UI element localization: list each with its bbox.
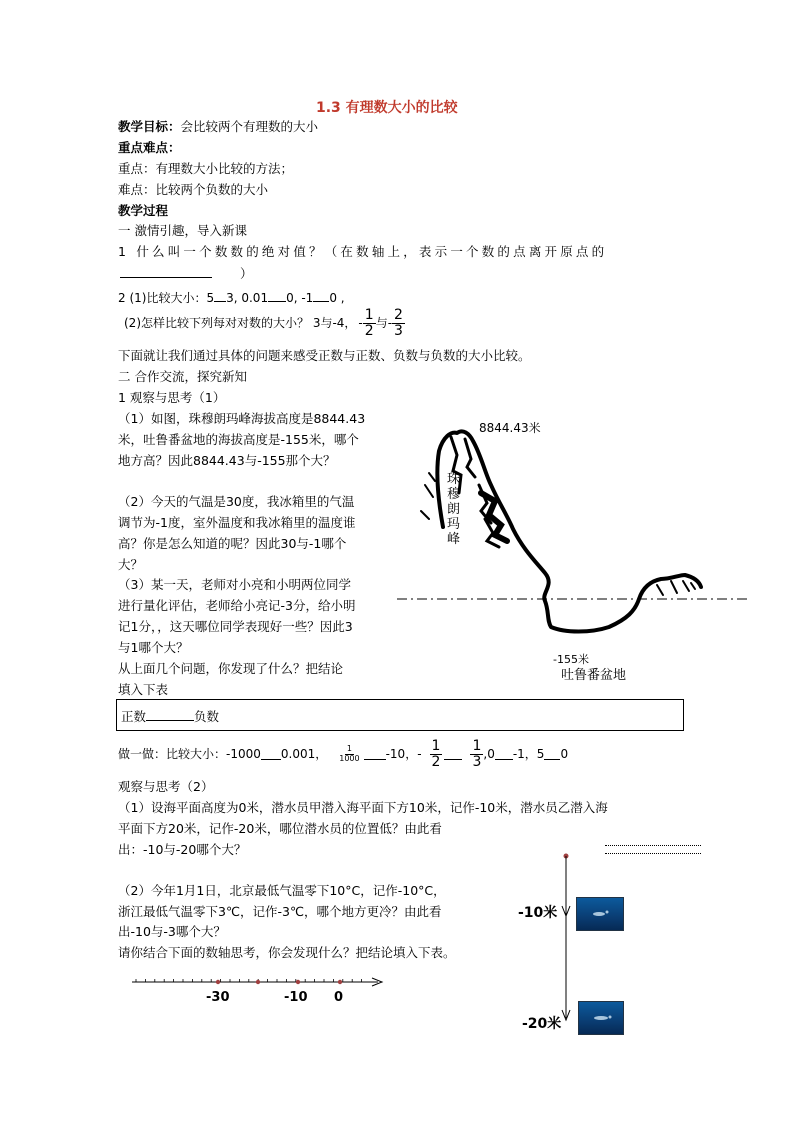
peak-height-label: 8844.43米 <box>479 421 541 435</box>
q2b-with: 与 <box>375 316 388 330</box>
tick-label-zero: 0 <box>334 990 344 1005</box>
fraction-denominator: 3 <box>394 322 403 339</box>
question-one: 1 什么叫一个数数的绝对值？（在数轴上，表示一个数的点离开原点的 <box>118 244 608 259</box>
diver-photo-lower <box>578 1001 624 1035</box>
answer-blank[interactable] <box>261 748 281 760</box>
section-two-heading: 二 合作交流，探究新知 <box>118 369 247 384</box>
discover-line-1: 从上面几个问题，你发现了什么？把结论 <box>118 661 344 676</box>
fraction-one-thousandth <box>337 745 361 763</box>
number-line-point <box>216 980 220 984</box>
answer-blank[interactable] <box>364 748 386 760</box>
conclusion-row <box>121 709 219 724</box>
conclusion-blank[interactable] <box>146 709 194 721</box>
question-two-part-two <box>124 305 405 341</box>
problem-three-line-3: 记1分，，这天哪位同学表现好一些？因此3 <box>118 619 353 634</box>
difficult-point: 难点：比较两个负数的大小 <box>118 182 269 197</box>
fraction-two-thirds <box>392 308 405 338</box>
tick-label-minus-30: -30 <box>206 990 230 1005</box>
conclusion-negative: 负数 <box>194 709 220 724</box>
answer-blank[interactable] <box>495 748 513 760</box>
teaching-goal <box>118 121 318 134</box>
problem-one-line-2: 米，吐鲁番盆地的海拔高度是-155米，哪个 <box>118 432 359 447</box>
key-point: 重点：有理数大小比较的方法； <box>118 161 294 176</box>
question-one-close: ） <box>240 266 253 281</box>
observe-two-heading: 观察与思考（2） <box>118 779 214 794</box>
answer-blank[interactable] <box>268 290 286 302</box>
problem-two-line-2: 调节为-1度，室外温度和我冰箱里的温度谁 <box>118 515 356 530</box>
key-difficult-label: 重点难点： <box>118 140 181 155</box>
problem-two-line-1: （2）今天的气温是30度，我冰箱里的气温 <box>118 494 355 509</box>
fraction-numerator: 1 <box>431 737 441 754</box>
q2b-minus-one: - <box>358 316 363 330</box>
question-one-answer <box>120 266 253 281</box>
fraction-numerator: 2 <box>394 306 403 323</box>
temperature-problem-line-3: 出-10与-3哪个大？ <box>118 924 226 939</box>
basin-height-label: -155米 <box>553 653 589 666</box>
teaching-goal-label: 教学目标： <box>118 119 181 134</box>
page-title: 1.3 有理数大小的比较 <box>316 100 458 116</box>
hill-texture <box>657 581 695 595</box>
diver-problem-line-2: 平面下方20米，记作-20米，哪位潜水员的位置低？由此看 <box>118 821 442 836</box>
answer-blank[interactable] <box>544 748 560 760</box>
answer-blank[interactable] <box>313 290 329 302</box>
practice-line <box>118 736 568 772</box>
conclusion-positive: 正数 <box>121 709 147 724</box>
tick-label-minus-10: -10 <box>284 990 308 1005</box>
answer-blank[interactable] <box>120 266 212 278</box>
answer-blank[interactable] <box>214 290 226 302</box>
conclusion-table <box>116 699 684 731</box>
temperature-problem-line-2: 浙江最低气温零下3℃，记作-3℃，哪个地方更冷？由此看 <box>118 904 442 919</box>
diver-icon <box>579 1002 623 1034</box>
q2-part-c: 0 , <box>329 291 345 305</box>
q2-part-b: 0, -1 <box>286 291 314 305</box>
fraction-denominator: 1000 <box>339 753 360 763</box>
fraction-one-half <box>363 308 376 338</box>
q2-prefix: 2 (1)比较大小：5 <box>118 291 215 305</box>
practice-part-a: 0.001， <box>280 747 328 761</box>
q2b-prefix: (2)怎样比较下列每对对数的大小？ 3与-4， <box>124 316 357 330</box>
problem-three-line-2: 进行量化评估，老师给小亮记-3分，给小明 <box>118 598 356 613</box>
practice-part-b: -10，- <box>385 747 422 761</box>
dotted-line <box>605 845 701 846</box>
fraction-denominator: 2 <box>431 753 441 770</box>
mountain-speckles <box>421 473 435 519</box>
diver-problem-line-1: （1）设海平面高度为0米，潜水员甲潜入海平面下方10米，记作-10米，潜水员乙潜入海 <box>118 800 608 815</box>
temperature-problem-line-4: 请你结合下面的数轴思考，你会发现什么？把结论填入下表。 <box>118 945 456 960</box>
number-line-point <box>338 980 342 984</box>
process-label: 教学过程 <box>118 203 169 218</box>
fraction-one-third <box>470 739 483 769</box>
practice-part-d: -1，5 <box>512 747 545 761</box>
diver-problem-line-3: 出：-10与-20哪个大？ <box>118 842 247 857</box>
q2-part-a: 3, 0.01 <box>226 291 269 305</box>
number-line-point <box>256 980 260 984</box>
number-line <box>128 972 388 1008</box>
problem-two-line-4: 大？ <box>118 557 144 572</box>
practice-prefix: 做一做：比较大小：-1000 <box>118 747 261 761</box>
fraction-denominator: 3 <box>472 753 482 770</box>
depth-label-minus-20: -20米 <box>522 1016 562 1032</box>
fraction-numerator: 1 <box>364 306 374 323</box>
answer-blank[interactable] <box>444 748 462 760</box>
problem-three-line-1: （3）某一天，老师对小亮和小明两位同学 <box>118 577 351 592</box>
diver-photo-upper <box>576 897 624 931</box>
practice-part-c: ,0 <box>483 747 495 761</box>
fraction-one-half <box>430 739 443 769</box>
depth-label-minus-10: -10米 <box>518 905 558 921</box>
number-line-point <box>296 980 300 984</box>
problem-three-line-4: 与1哪个大？ <box>118 640 189 655</box>
mountain-name-vertical: 珠穆朗玛峰 <box>447 472 461 547</box>
everest-turpan-diagram <box>395 415 775 690</box>
teaching-goal-text: 会比较两个有理数的大小 <box>180 119 319 134</box>
fraction-numerator: 1 <box>346 744 352 754</box>
problem-two-line-3: 高？你是怎么知道的呢？因此30与-1哪个 <box>118 536 347 551</box>
fraction-numerator: 1 <box>472 737 482 754</box>
intro-paragraph: 下面就让我们通过具体的问题来感受正数与正数、负数与负数的大小比较。 <box>118 348 531 363</box>
discover-line-2: 填入下表 <box>118 682 169 697</box>
section-one-heading: 一 激情引趣，导入新课 <box>118 223 247 238</box>
problem-one-line-1: （1）如图，珠穆朗玛峰海拔高度是8844.43 <box>118 411 366 426</box>
problem-one-line-3: 地方高？因此8844.43与-155那个大？ <box>118 453 336 468</box>
q2b-minus-two: - <box>387 316 393 330</box>
fraction-denominator: 2 <box>364 322 374 339</box>
temperature-problem-line-1: （2）今年1月1日，北京最低气温零下10°C，记作-10°C， <box>118 883 446 898</box>
question-two <box>118 290 345 304</box>
practice-part-e: 0 <box>560 747 569 761</box>
observe-one-heading: 1 观察与思考（1） <box>118 390 226 405</box>
diver-icon <box>577 898 623 930</box>
basin-name-label: 吐鲁番盆地 <box>561 668 627 683</box>
terrain-outline <box>437 431 701 631</box>
